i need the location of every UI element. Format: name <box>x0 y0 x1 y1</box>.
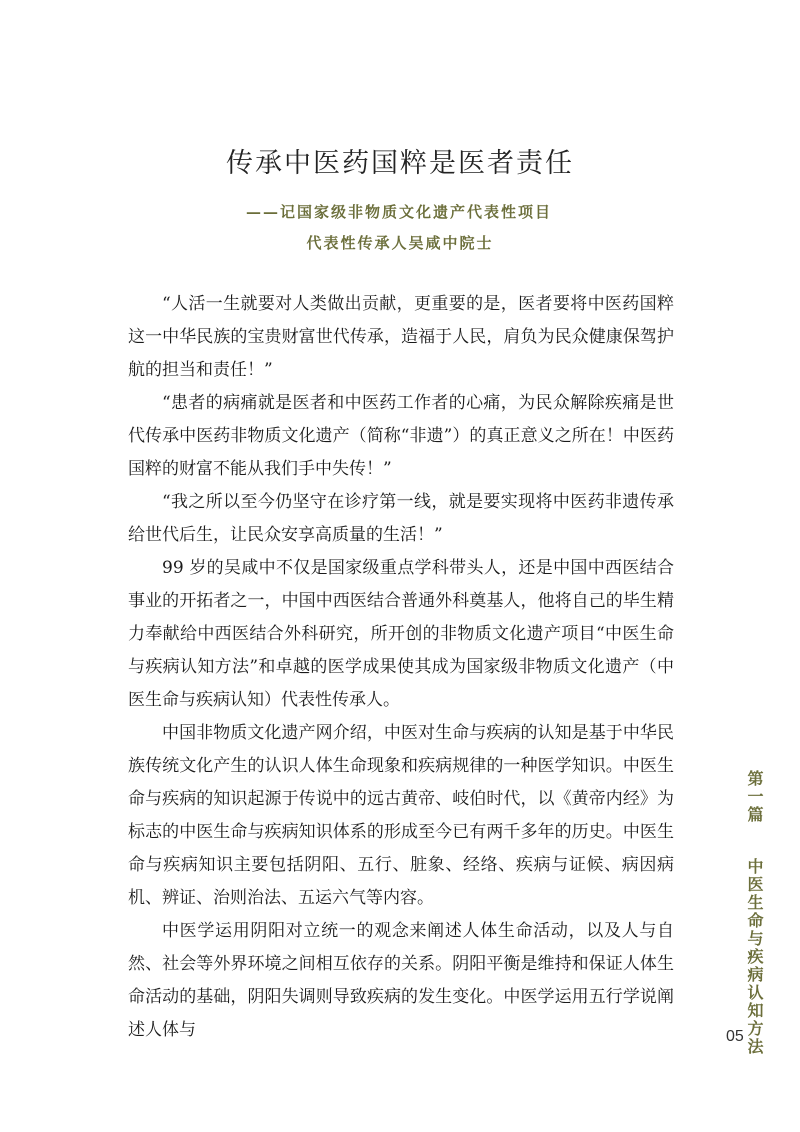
paragraph: “患者的病痛就是医者和中医药工作者的心痛，为民众解除疾痛是世代传承中医药非物质文化遗产（简称“非遗”）的真正意义之所在！中医药国粹的财富不能从我们手中失传！” <box>128 393 674 479</box>
sidebar-section-title: 中医生命与疾病认知方法 <box>745 858 764 1056</box>
article-body <box>128 288 674 1047</box>
article-subtitle-line1: ——记国家级非物质文化遗产代表性项目 <box>245 203 552 221</box>
paragraph: “人活一生就要对人类做出贡献，更重要的是，医者要将中医药国粹这一中华民族的宝贵财富世代传承，造福于人民，肩负为民众健康保驾护航的担当和责任！” <box>128 294 674 380</box>
article-title: 传承中医药国粹是医者责任 <box>226 148 574 179</box>
sidebar-part-label: 第一篇 <box>745 770 764 824</box>
page-number: 05 <box>726 1028 744 1045</box>
paragraph: 99 岁的吴咸中不仅是国家级重点学科带头人，还是中国中西医结合事业的开拓者之一，中国中西医结合普通外科奠基人，他将自己的毕生精力奉献给中西医结合外科研究，所开创的非物质文化遗产项目“中医生命与疾病认知方法”和卓越的医学成果使其成为国家级非物质文化遗产（中医生命与疾病认知）代表性传承人。 <box>128 558 674 710</box>
paragraph: “我之所以至今仍坚守在诊疗第一线，就是要实现将中医药非遗传承给世代后生，让民众安享高质量的生活！” <box>128 492 674 545</box>
paragraph: 中国非物质文化遗产网介绍，中医对生命与疾病的认知是基于中华民族传统文化产生的认识人体生命现象和疾病规律的一种医学知识。中医生命与疾病的知识起源于传说中的远古黄帝、岐伯时代，以《黄帝内经》为标志的中医生命与疾病知识体系的形成至今已有两千多年的历史。中医生命与疾病知识主要包括阴阳、五行、脏象、经络、疾病与证候、病因病机、辨证、治则治法、五运六气等内容。 <box>128 723 674 908</box>
article-subtitle-line2: 代表性传承人吴咸中院士 <box>306 234 494 252</box>
paragraph: 中医学运用阴阳对立统一的观念来阐述人体生命活动，以及人与自然、社会等外界环境之间相互依存的关系。阴阳平衡是维持和保证人体生命活动的基础，阴阳失调则导致疾病的发生变化。中医学运用五行学说阐述人体与 <box>128 921 674 1040</box>
